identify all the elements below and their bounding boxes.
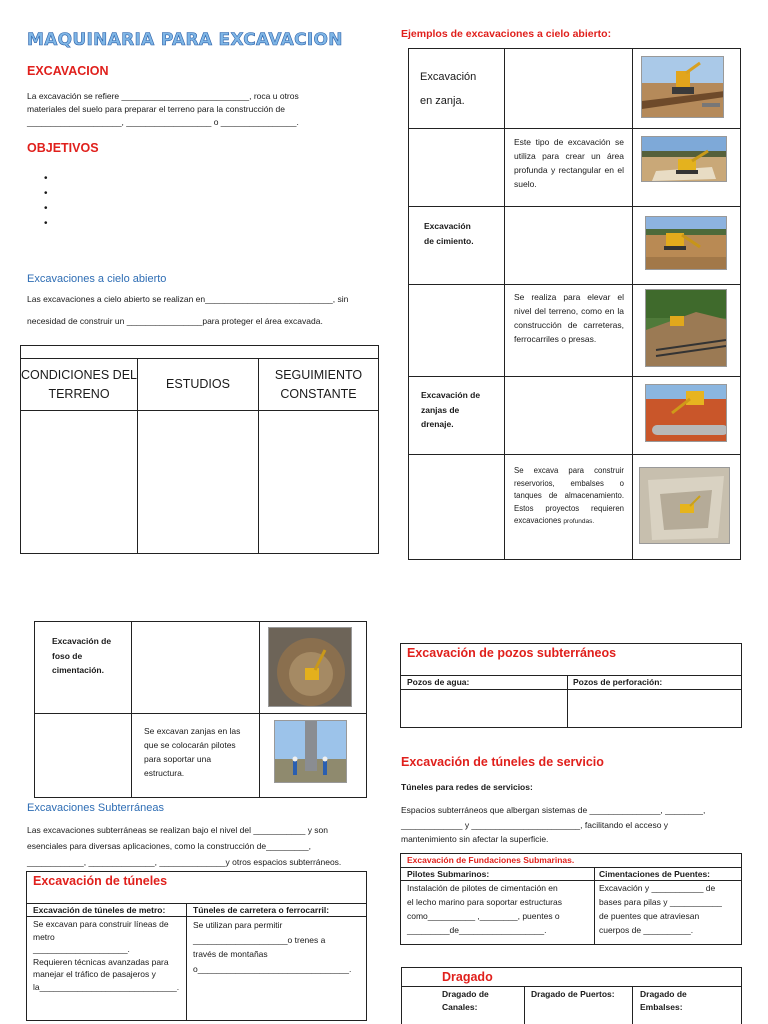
answer-cell[interactable] <box>505 207 633 285</box>
metro-heading: Excavación de túneles de metro: <box>33 905 166 915</box>
servicio-line-1: Espacios subterráneos que albergan sistemas de _______________, ________, <box>401 805 706 815</box>
header-seguimiento: SEGUIMIENTO CONSTANTE <box>259 359 379 411</box>
pozos-perforacion-label: Pozos de perforación: <box>573 677 663 687</box>
carretera-line-1: Se utilizan para permitir <box>193 920 283 930</box>
puentes-line-4: cuerpos de __________. <box>599 925 694 935</box>
subterraneas-line-2: esenciales para diversas aplicaciones, como la construcción de_________, <box>27 841 311 851</box>
answer-cell[interactable] <box>409 455 505 560</box>
subterraneas-heading: Excavaciones Subterráneas <box>27 802 164 814</box>
pilotes-line-3: como__________ ,________, puentes o <box>407 911 560 921</box>
tuneles-box <box>26 871 367 1021</box>
dragado-divider <box>402 986 741 987</box>
dragado-box <box>401 967 742 1024</box>
objetivo-bullet: • <box>44 173 48 184</box>
answer-cell[interactable] <box>409 129 505 207</box>
foundation-pit-photo <box>268 627 352 707</box>
dragado-column-divider-2 <box>632 986 633 1024</box>
cielo-abierto-line-1: Las excavaciones a cielo abierto se realizan en___________________________, sin <box>27 294 349 304</box>
tuneles-column-divider <box>186 903 187 1021</box>
reservoir-excavation-photo <box>639 467 730 544</box>
metro-line-4: la_____________________________. <box>33 981 180 992</box>
zanja-label: Excavación en zanja. <box>420 70 477 107</box>
header-condiciones: CONDICIONES DEL TERRENO <box>21 359 138 411</box>
dragado-embalses-label: Dragado de Embalses: <box>640 989 687 1012</box>
fundaciones-column-divider <box>594 867 595 945</box>
carretera-line-4: o________________________________. <box>193 963 352 974</box>
trench-excavator-photo <box>641 56 724 118</box>
pilotes-text <box>407 881 591 937</box>
excavacion-line-3: ____________________, __________________ o ________________. <box>27 117 299 127</box>
pozos-column-divider <box>567 675 568 728</box>
answer-cell[interactable] <box>409 285 505 377</box>
cimiento-desc: Se realiza para elevar el nivel del terreno, como en la construcción de carreteras, ferrocarriles o presas. <box>514 292 624 344</box>
dragado-puertos-label: Dragado de Puertos: <box>531 989 615 999</box>
excavacion-line-1: La excavación se refiere ___________________________, roca u otros <box>27 91 299 101</box>
drenaje-desc-cell <box>505 455 633 560</box>
cielo-abierto-heading: Excavaciones a cielo abierto <box>27 273 167 285</box>
excavacion-heading: EXCAVACION <box>27 64 109 78</box>
foundation-excavator-photo <box>645 216 727 270</box>
drenaje-desc-small: profundas. <box>563 518 595 525</box>
pilotes-desc-cell <box>132 714 260 798</box>
subterraneas-line-1: Las excavaciones subterráneas se realizan bajo el nivel del ___________ y son <box>27 825 329 835</box>
zanja-label-cell <box>409 49 505 129</box>
road-construction-photo <box>645 289 727 367</box>
pilotes-line-2: el lecho marino para soportar estructuras <box>407 897 562 907</box>
metro-line-1: Se excavan para construir líneas de metro <box>33 919 169 942</box>
answer-cell[interactable] <box>21 411 138 554</box>
pilotes-desc: Se excavan zanjas en las que se colocarán pilotes para soportar una estructura. <box>144 726 241 778</box>
foso-label-cell <box>35 622 132 714</box>
carretera-line-3: través de montañas <box>193 949 268 959</box>
drenaje-label: Excavación de zanjas de drenaje. <box>421 390 481 429</box>
cimiento-label: Excavación de cimiento. <box>424 221 474 246</box>
pozos-box <box>400 643 742 728</box>
drainage-pipe-photo <box>645 384 727 442</box>
fundaciones-heading: Excavación de Fundaciones Submarinas. <box>407 855 575 865</box>
answer-cell[interactable] <box>138 411 259 554</box>
pozos-agua-label: Pozos de agua: <box>407 677 470 687</box>
puentes-line-1: Excavación y ___________ de <box>599 883 716 893</box>
dragado-heading: Dragado <box>442 970 493 984</box>
table-top-row <box>21 346 379 359</box>
drenaje-label-cell <box>409 377 505 455</box>
objetivos-heading: OBJETIVOS <box>27 141 99 155</box>
cimiento-desc-cell <box>505 285 633 377</box>
pilotes-line-4: _________de__________________. <box>407 925 547 935</box>
zanja-desc-cell <box>505 129 633 207</box>
objetivo-bullet: • <box>44 203 48 214</box>
carretera-text <box>193 918 365 976</box>
pilotes-line-1: Instalación de pilotes de cimentación en <box>407 883 558 893</box>
pile-workers-photo <box>274 720 347 783</box>
metro-line-2: ____________________. <box>33 944 130 954</box>
carretera-heading: Túneles de carretera o ferrocarril: <box>193 905 330 915</box>
excavacion-paragraph <box>27 90 347 129</box>
excavator-field-photo <box>641 136 727 182</box>
pilotes-heading: Pilotes Submarinos: <box>407 869 490 879</box>
header-estudios: ESTUDIOS <box>138 359 259 411</box>
subterraneas-paragraph <box>27 822 372 870</box>
excavacion-line-2: materiales del suelo para preparar el terreno para la construcción de <box>27 104 285 114</box>
servicio-line-3: mantenimiento sin afectar la superficie. <box>401 834 549 844</box>
objetivo-bullet: • <box>44 218 48 229</box>
carretera-line-2: ____________________o trenes a <box>193 934 326 945</box>
puentes-line-2: bases para pilas y ___________ <box>599 897 722 907</box>
subterraneas-line-3: ____________, ______________, ______________y otros espacios subterráneos. <box>27 857 342 867</box>
tuneles-heading: Excavación de túneles <box>33 874 168 888</box>
drenaje-desc <box>514 465 624 529</box>
cielo-abierto-line-2: necesidad de construir un ________________para proteger el área excavada. <box>27 316 323 326</box>
foso-label: Excavación de foso de cimentación. <box>52 636 112 675</box>
servicio-heading: Excavación de túneles de servicio <box>401 755 604 769</box>
puentes-text <box>599 881 739 937</box>
cielo-abierto-table <box>20 345 379 554</box>
drenaje-desc-text: Se excava para construir reservorios, embalses o tanques de almacenamiento. Estos proyectos requieren excavaciones <box>514 466 624 525</box>
answer-cell[interactable] <box>505 377 633 455</box>
puentes-line-3: de puentes que atraviesan <box>599 911 700 921</box>
dragado-column-divider-1 <box>524 986 525 1024</box>
dragado-canales-label: Dragado de Canales: <box>442 989 489 1012</box>
servicio-paragraph <box>401 803 746 847</box>
objetivo-bullet: • <box>44 188 48 199</box>
metro-line-3: Requieren técnicas avanzadas para manejar el tráfico de pasajeros y <box>33 956 169 979</box>
page-title: MAQUINARIA PARA EXCAVACION <box>27 30 343 50</box>
cimiento-label-cell <box>409 207 505 285</box>
fundaciones-box <box>400 853 742 945</box>
metro-text <box>33 918 183 993</box>
servicio-line-2: _____________ y _______________________, facilitando el acceso y <box>401 819 669 830</box>
puentes-heading: Cimentaciones de Puentes: <box>599 869 711 879</box>
answer-cell[interactable] <box>505 49 633 129</box>
answer-cell[interactable] <box>132 622 260 714</box>
objetivos-list <box>44 171 48 231</box>
ejemplos-heading: Ejemplos de excavaciones a cielo abierto: <box>401 28 612 40</box>
pozos-header-divider <box>401 689 741 690</box>
pozos-heading: Excavación de pozos subterráneos <box>407 646 617 660</box>
servicio-subheading: Túneles para redes de servicios: <box>401 782 533 792</box>
answer-cell[interactable] <box>35 714 132 798</box>
answer-cell[interactable] <box>259 411 379 554</box>
zanja-desc: Este tipo de excavación se utiliza para crear un área profunda y rectangular en el suelo. <box>514 137 624 189</box>
